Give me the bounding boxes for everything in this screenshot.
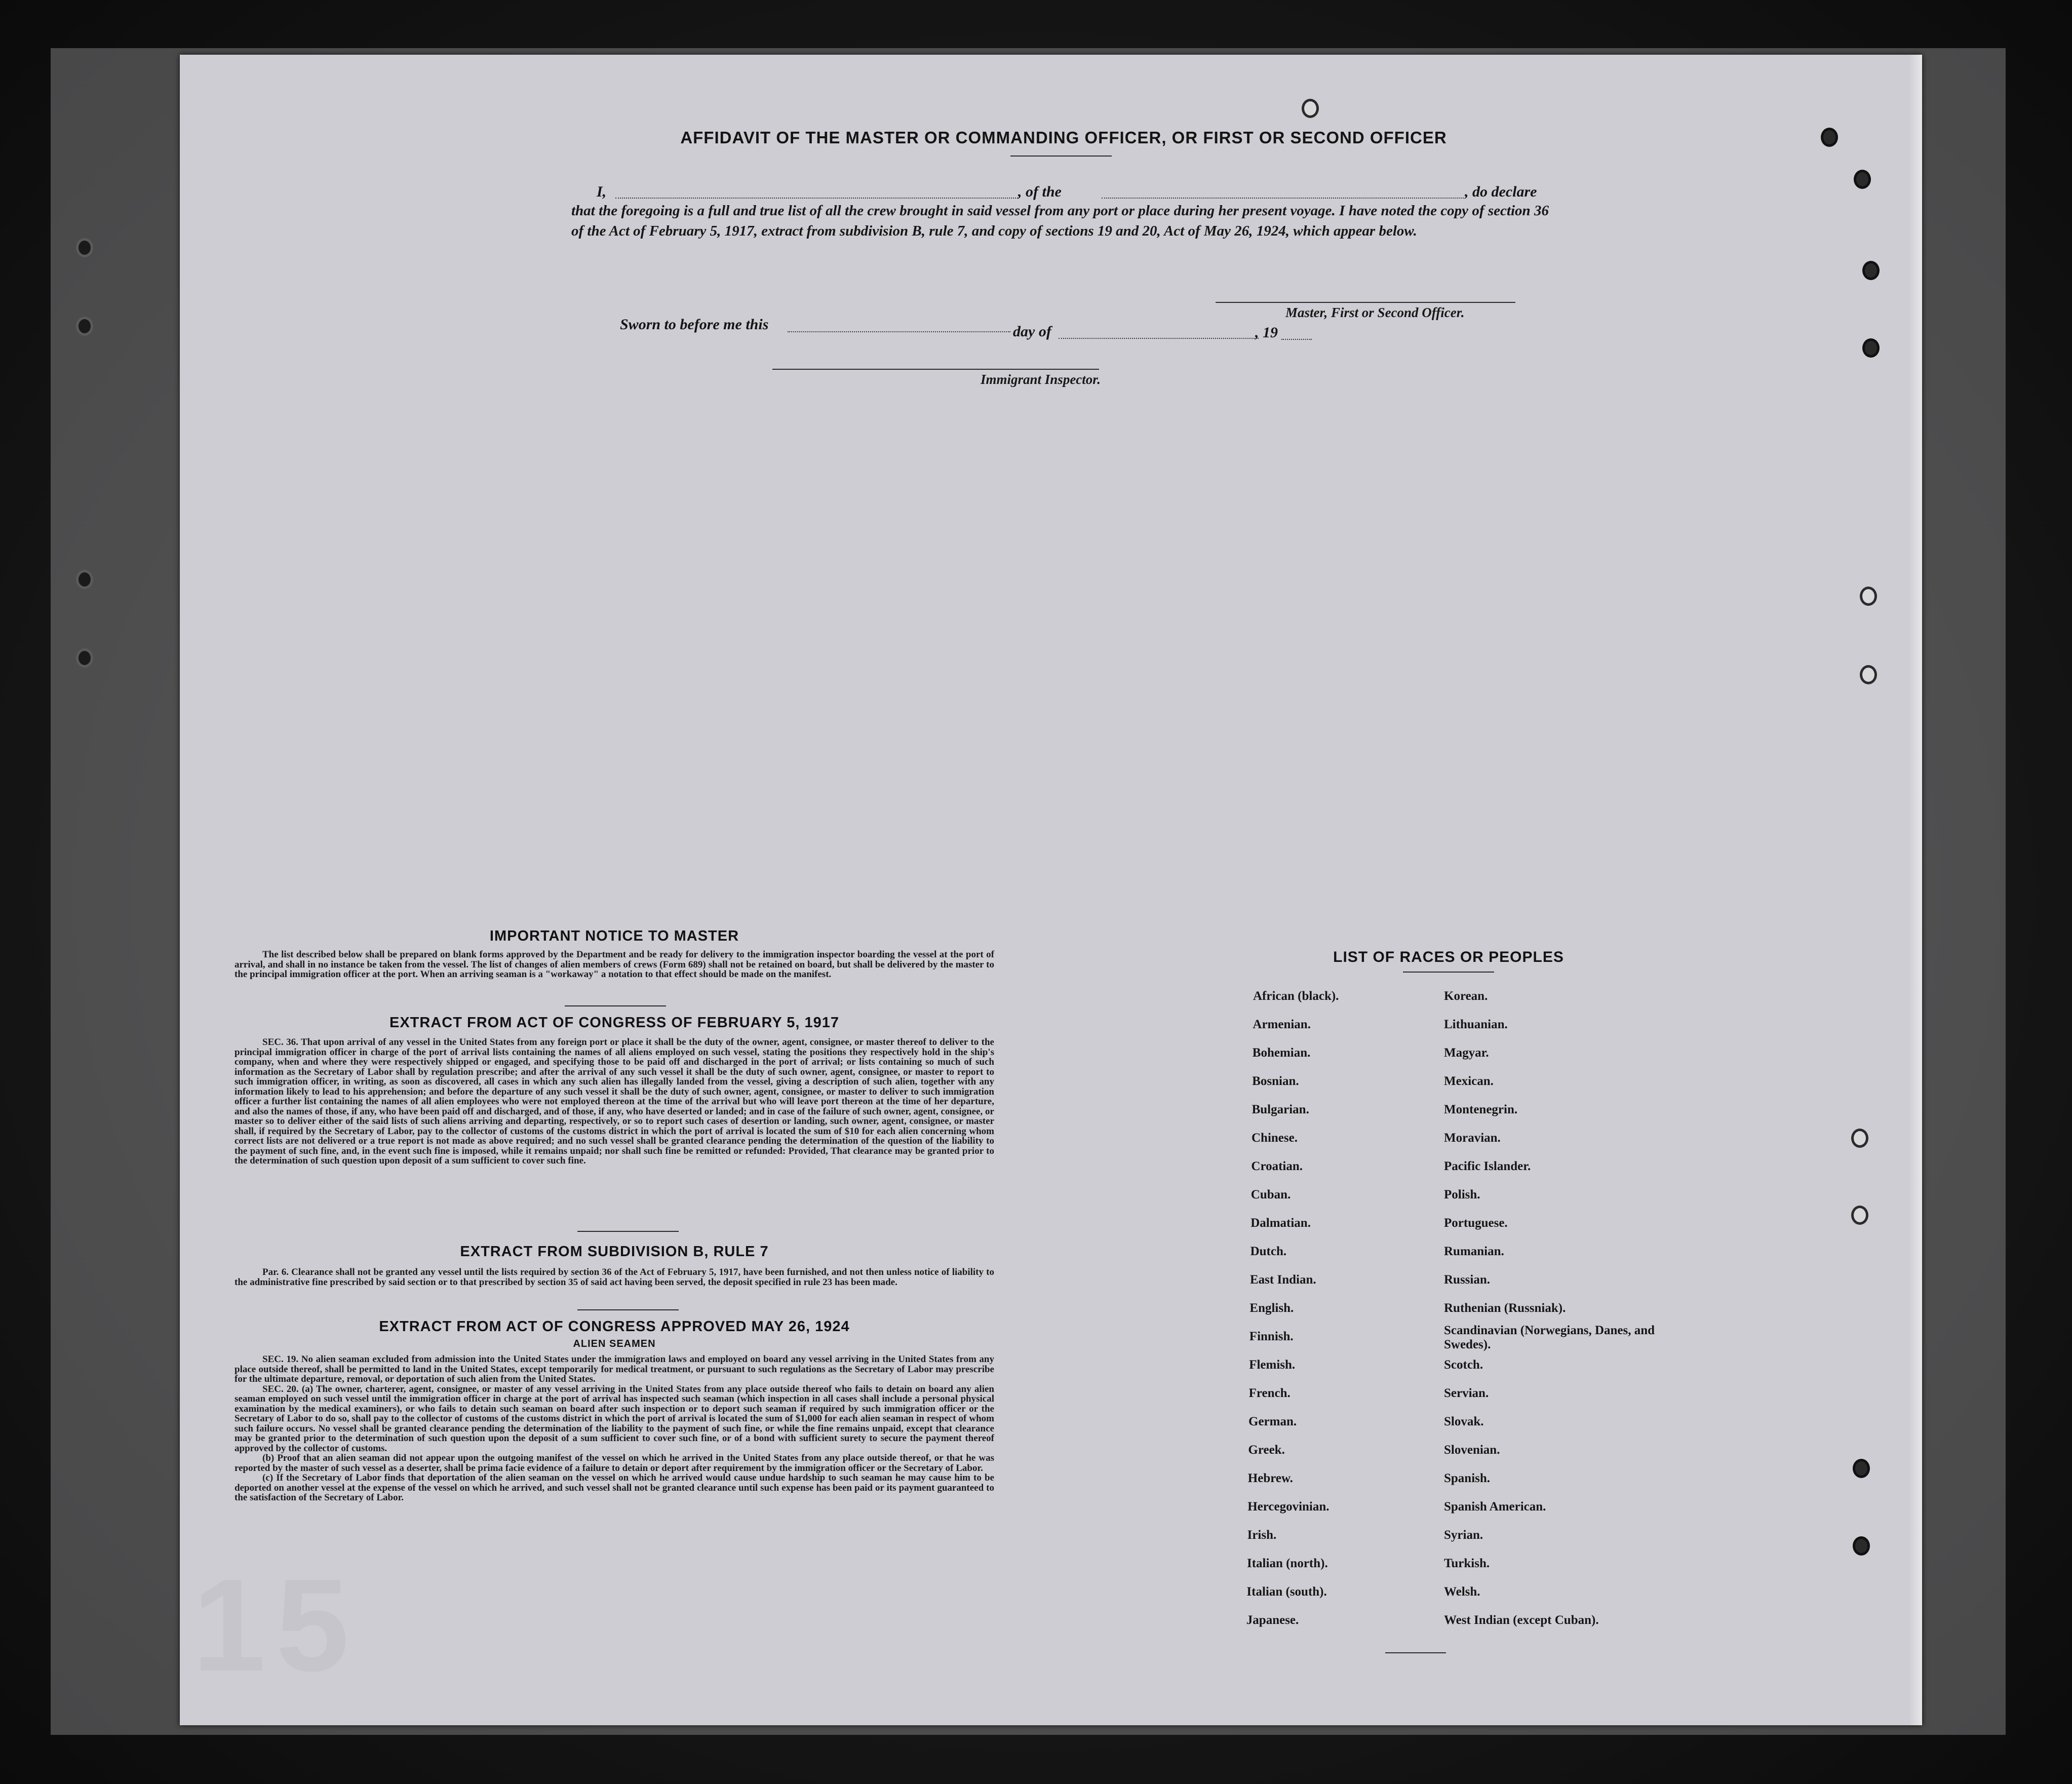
race-item: African (black). bbox=[1253, 989, 1339, 1003]
punch-hole bbox=[1862, 261, 1880, 280]
punch-hole bbox=[1302, 99, 1319, 118]
race-item: English. bbox=[1249, 1301, 1294, 1315]
race-item: Bosnian. bbox=[1252, 1074, 1299, 1088]
race-item: Turkish. bbox=[1444, 1557, 1490, 1570]
year-blank-line bbox=[1281, 339, 1312, 340]
race-item: Italian (south). bbox=[1246, 1585, 1327, 1599]
race-item: Magyar. bbox=[1444, 1046, 1489, 1060]
punch-hole bbox=[1821, 128, 1838, 147]
races-title-underline bbox=[1403, 972, 1494, 973]
race-item: Slovenian. bbox=[1444, 1443, 1500, 1457]
race-item: Lithuanian. bbox=[1444, 1018, 1508, 1031]
section-divider bbox=[577, 1309, 679, 1310]
race-item: Chinese. bbox=[1252, 1131, 1298, 1145]
section-divider bbox=[565, 1005, 666, 1006]
vessel-blank-line bbox=[1102, 198, 1464, 199]
race-item: Dalmatian. bbox=[1250, 1216, 1311, 1230]
notice-text: The list described below shall be prepared on blank forms approved by the Department and be ready for delivery to the immigration inspector boarding the vessel at the port of arrival, and shall in no instance be taken from the vessel. The list of changes of alien members of crews (Form 689) shall not be retained on board, but shall be delivered by the master to the principal immigration officer at the port. When an arriving seaman is a "workaway" a notation to that effect should be made on the manifest. bbox=[234, 949, 994, 980]
race-item: Spanish American. bbox=[1444, 1500, 1546, 1514]
race-item: Russian. bbox=[1444, 1273, 1491, 1287]
race-item: Scandinavian (Norwegians, Danes, and Swedes). bbox=[1444, 1324, 1655, 1351]
punch-hole bbox=[1853, 1459, 1870, 1478]
sec-20c-text: (c) If the Secretary of Labor finds that deportation of the alien seaman on the vessel on which he arrived would cause undue hardship to such seaman he may cause him to be deported on another vessel at the expense of the vessel on which he arrived, and such vessel shall not be granted clearance until such expense has been paid or its payment guaranteed to the satisfaction of the Secretary of Labor. bbox=[234, 1472, 994, 1503]
race-item: Ruthenian (Russniak). bbox=[1444, 1301, 1566, 1315]
year-label: , 19 bbox=[1255, 324, 1278, 341]
punch-hole bbox=[1860, 665, 1877, 684]
race-item: Rumanian. bbox=[1444, 1245, 1504, 1258]
punch-hole bbox=[1860, 587, 1877, 606]
race-item: Irish. bbox=[1247, 1528, 1277, 1542]
inspector-signature-line bbox=[772, 369, 1099, 370]
race-item: Armenian. bbox=[1253, 1018, 1311, 1031]
race-item: Bulgarian. bbox=[1252, 1103, 1309, 1116]
sworn-month-blank-line bbox=[1059, 338, 1259, 339]
name-blank-line bbox=[615, 198, 1018, 199]
sworn-day-blank-line bbox=[788, 331, 1010, 332]
race-item: Polish. bbox=[1444, 1188, 1480, 1201]
extract-1917-title: EXTRACT FROM ACT OF CONGRESS OF FEBRUARY 5, 1917 bbox=[389, 1015, 840, 1031]
race-item: Greek. bbox=[1248, 1443, 1285, 1457]
day-of-label: day of bbox=[1013, 323, 1051, 340]
race-item: Hercegovinian. bbox=[1247, 1500, 1330, 1514]
punch-hole bbox=[1851, 1206, 1868, 1225]
race-item: Korean. bbox=[1444, 989, 1488, 1003]
race-item: Cuban. bbox=[1250, 1188, 1291, 1201]
race-item: German. bbox=[1248, 1415, 1297, 1428]
race-item: Slovak. bbox=[1444, 1415, 1484, 1428]
punch-hole bbox=[76, 570, 93, 589]
sworn-label: Sworn to before me this bbox=[620, 316, 769, 333]
race-item: Japanese. bbox=[1246, 1613, 1299, 1627]
race-item: Syrian. bbox=[1444, 1528, 1483, 1542]
race-item: Bohemian. bbox=[1252, 1046, 1311, 1060]
race-item: Montenegrin. bbox=[1444, 1103, 1518, 1116]
extract-1917-text: SEC. 36. That upon arrival of any vessel in the United States from any foreign port or place it shall be the duty of the owner, agent, consignee, or master thereof to deliver to the principal immigration officer in charge of the port of arrival lists containing the names of all aliens employed on such vessel, stating the positions they respectively hold in the ship's company, when and where they were respectively shipped or engaged, and specifying those to be paid off and discharged in the port of arrival; or lists containing so much of such information as the Secretary of Labor shall by regulation prescribe; and after the arrival of any such vessel it shall be the duty of such owner, agent, consignee, or master to report to such immigration officer, in writing, as soon as discovered, all cases in which any such alien has illegally landed from the vessel, giving a description of such alien, together with any information likely to lead to his apprehension; and before the departure of any such vessel it shall be the duty of such owner, agent, consignee, or master to deliver to such immigration officer a further list containing the names of all alien employees who were not employed thereon at the time of the arrival but who will leave port thereon at the time of her departure, and also the names of those, if any, who have been paid off and discharged, and of those, if any, who have deserted or landed; and in case of the failure of such owner, agent, consignee, or master so to deliver either of the said lists of such aliens arriving and departing, respectively, or so to report such cases of desertion or landing, such owner, agent, consignee, or master shall, if required by the Secretary of Labor, pay to the collector of customs of the customs district in which the port of arrival is located the sum of $10 for each alien concerning whom correct lists are not delivered or a true report is not made as above required; and no such vessel shall be granted clearance pending the determination of the question of the liability to the payment of such fine, and, in the event such fine is imposed, while it remains unpaid; nor shall such fine be remitted or refunded: Provided, That clearance may be granted prior to the determination of such question upon deposit of a sum sufficient to cover such fine. bbox=[234, 1037, 994, 1166]
race-item: Italian (north). bbox=[1247, 1557, 1328, 1570]
races-end-rule bbox=[1385, 1652, 1446, 1653]
affidavit-of-the-label: , of the bbox=[1018, 183, 1062, 200]
race-item: Mexican. bbox=[1444, 1074, 1494, 1088]
punch-hole bbox=[76, 238, 93, 257]
race-item: Pacific Islander. bbox=[1444, 1159, 1531, 1173]
race-item: Finnish. bbox=[1249, 1330, 1294, 1343]
master-caption: Master, First or Second Officer. bbox=[1285, 305, 1465, 320]
race-item: Moravian. bbox=[1444, 1131, 1501, 1145]
affidavit-body: that the foregoing is a full and true list of all the crew brought in said vessel from any port or place during her present voyage. I have noted the copy of section 36 of the Act of February 5, 1917, extract from subdivision B, rule 7, and copy of sections 19 and 20, Act of May 26, 1924, which appear below. bbox=[571, 203, 1549, 239]
notice-title: IMPORTANT NOTICE TO MASTER bbox=[489, 928, 739, 944]
punch-hole bbox=[76, 317, 93, 336]
race-item: Scotch. bbox=[1444, 1358, 1483, 1372]
race-item: East Indian. bbox=[1250, 1273, 1316, 1287]
extract-rule7-title: EXTRACT FROM SUBDIVISION B, RULE 7 bbox=[460, 1244, 769, 1260]
race-item: Hebrew. bbox=[1247, 1471, 1293, 1485]
punch-hole bbox=[1862, 338, 1880, 358]
sec-20b-text: (b) Proof that an alien seaman did not appear upon the outgoing manifest of the vessel on which he arrived in the United States from any place outside thereof, or that he was reported by the master of such vessel as a deserter, shall be prima facie evidence of a failure to detain or deport after requirement by the immigration officer or the Secretary of Labor. bbox=[234, 1453, 994, 1473]
punch-hole bbox=[1854, 170, 1871, 189]
punch-hole bbox=[1853, 1536, 1870, 1556]
alien-seamen-subtitle: ALIEN SEAMEN bbox=[573, 1338, 656, 1349]
inspector-caption: Immigrant Inspector. bbox=[981, 372, 1101, 387]
race-item: Flemish. bbox=[1249, 1358, 1296, 1372]
faint-ghost-number: 15 bbox=[192, 1552, 360, 1699]
race-item: Dutch. bbox=[1250, 1245, 1287, 1258]
punch-hole bbox=[1851, 1129, 1868, 1148]
race-item: Spanish. bbox=[1444, 1471, 1491, 1485]
extract-rule7-text: Par. 6. Clearance shall not be granted any vessel until the lists required by section 36 of the Act of February 5, 1917, have been furnished, and not then unless notice of liability to the administrative fine prescribed by said section or to that prescribed by section 35 of said act having been served, the deposit specified in rule 23 has been made. bbox=[234, 1267, 994, 1288]
affidavit-i-label: I, bbox=[597, 183, 607, 200]
race-item: Portuguese. bbox=[1444, 1216, 1508, 1230]
races-title: LIST OF RACES OR PEOPLES bbox=[1333, 949, 1564, 965]
race-item: West Indian (except Cuban). bbox=[1444, 1613, 1599, 1627]
extract-1924-text bbox=[234, 1354, 994, 1503]
sec-19-text: SEC. 19. No alien seaman excluded from admission into the United States under the immigration laws and employed on board any vessel arriving in the United States from any place outside thereof, shall be permitted to land in the United States, except temporarily for medical treatment, or pursuant to such regulations as the Secretary of Labor may prescribe for the ultimate departure, removal, or deportation of such alien from the United States. bbox=[234, 1354, 994, 1384]
section-divider bbox=[577, 1231, 679, 1232]
punch-hole bbox=[76, 648, 93, 668]
race-item: Welsh. bbox=[1444, 1585, 1480, 1599]
affidavit-title: AFFIDAVIT OF THE MASTER OR COMMANDING OFFICER, OR FIRST OR SECOND OFFICER bbox=[680, 128, 1447, 147]
race-item: Servian. bbox=[1444, 1386, 1489, 1400]
extract-1924-title: EXTRACT FROM ACT OF CONGRESS APPROVED MAY 26, 1924 bbox=[379, 1318, 850, 1335]
sec-20a-text: SEC. 20. (a) The owner, charterer, agent, consignee, or master of any vessel arriving in the United States from any place outside thereof who fails to detain on board any alien seaman employed on such vessel until the immigration officer in charge at the port of arrival has inspected such seaman (which inspection in all cases shall include a personal physical examination by the medical examiners), or who fails to detain such seaman on board after such inspection or to deport such seaman if required by such immigration officer or the Secretary of Labor to do so, shall pay to the collector of customs of the customs district in which the port of arrival is located the sum of $1,000 for each alien seaman in respect of whom such failure occurs. No vessel shall be granted clearance pending the determination of the liability to the payment of such fine, or while the fine remains unpaid, except that clearance may be granted prior to the determination of such question upon the deposit of a sum sufficient to cover such fine, or of a bond with sufficient surety to secure the payment thereof approved by the collector of customs. bbox=[234, 1383, 994, 1454]
title-underline bbox=[1010, 156, 1112, 157]
race-item: French. bbox=[1248, 1386, 1291, 1400]
affidavit-declare-label: , do declare bbox=[1465, 183, 1537, 200]
page-edge bbox=[1909, 55, 1922, 1725]
race-item: Croatian. bbox=[1251, 1159, 1303, 1173]
master-signature-line bbox=[1216, 302, 1515, 303]
